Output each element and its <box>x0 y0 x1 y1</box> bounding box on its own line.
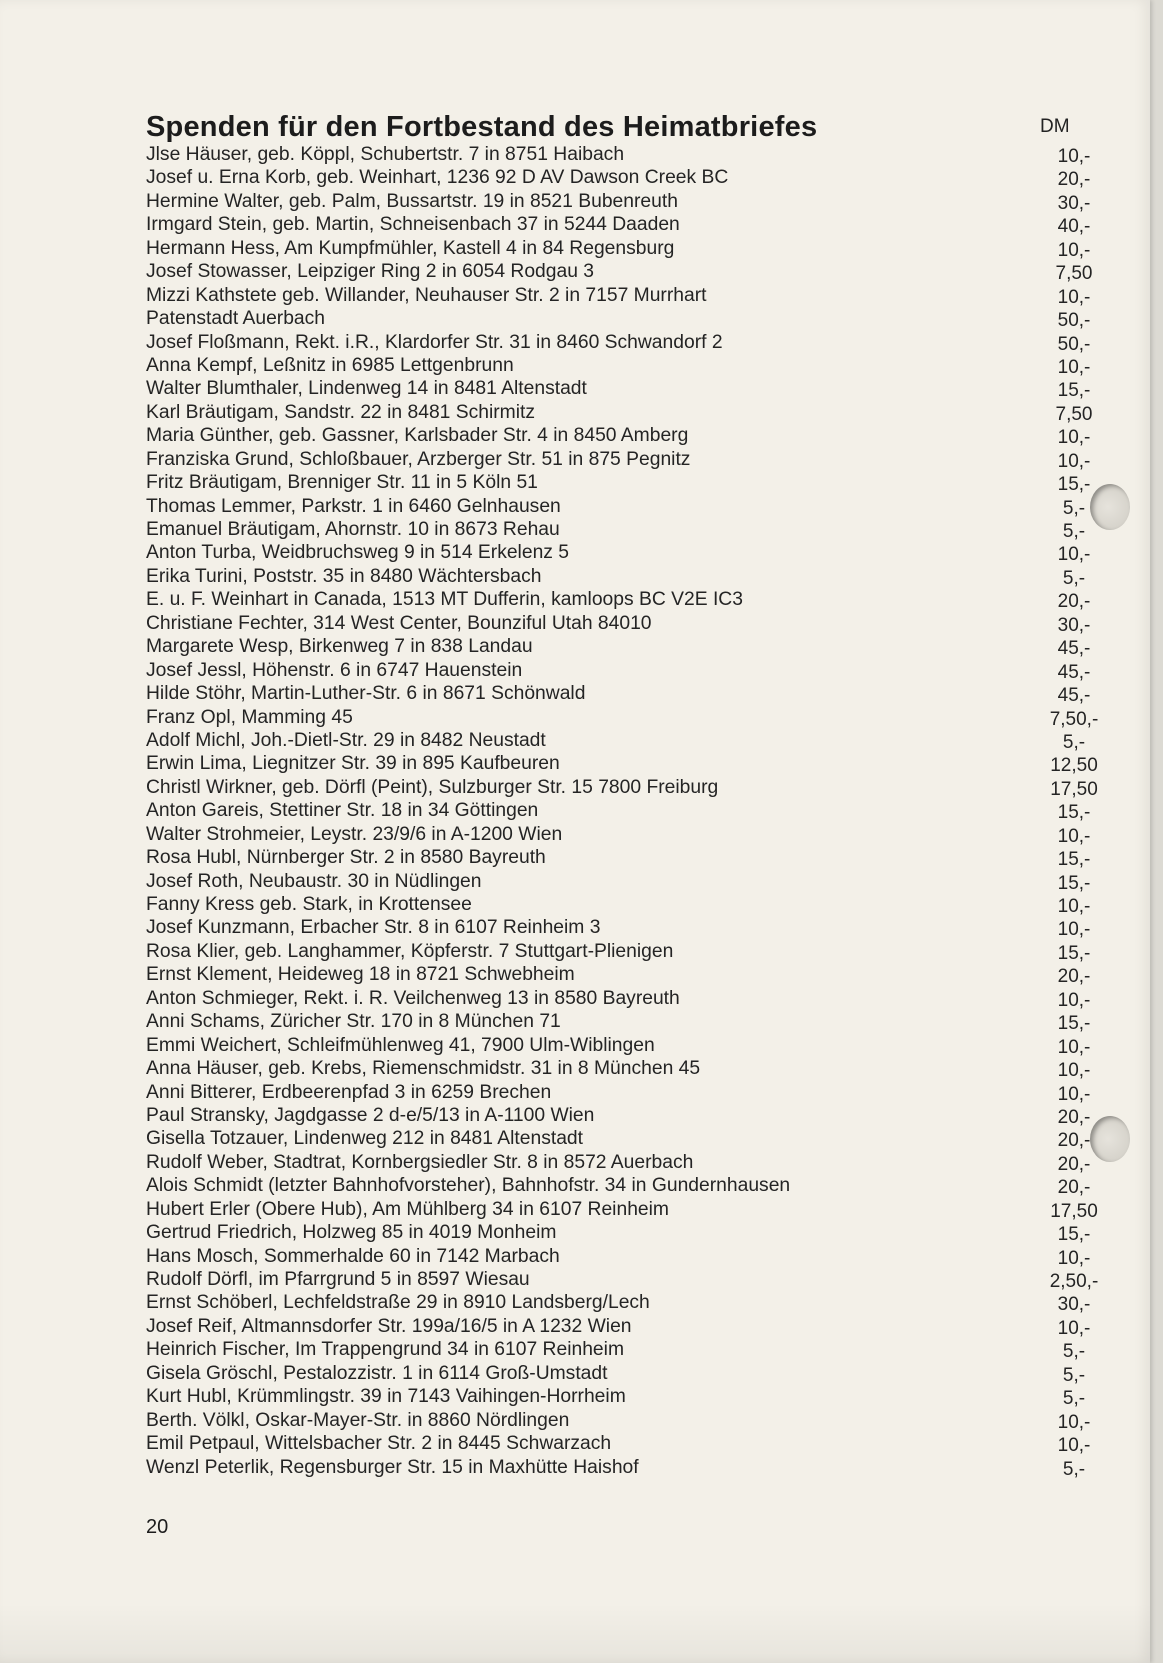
donor-name: Anna Häuser, geb. Krebs, Riemenschmidstr. 31 in 8 München 45 <box>146 1058 701 1080</box>
list-item <box>146 1245 1091 1269</box>
donation-amount: 20,- <box>1057 1106 1091 1128</box>
donation-amount: 10,- <box>1057 825 1091 847</box>
donation-amount: 30,- <box>1057 614 1091 636</box>
list-item <box>146 237 1091 261</box>
list-item <box>146 729 1086 753</box>
donor-name: Hans Mosch, Sommerhalde 60 in 7142 Marbach <box>146 1245 560 1267</box>
list-item <box>146 612 1091 636</box>
donation-amount: 10,- <box>1057 544 1091 566</box>
list-item <box>146 1174 1091 1199</box>
donation-amount: 10,- <box>1057 1411 1091 1433</box>
donation-amount: 17,50 <box>1050 1200 1098 1222</box>
donation-amount: 20,- <box>1057 966 1091 988</box>
list-item <box>146 1151 1091 1175</box>
donor-name: Hermann Hess, Am Kumpfmühler, Kastell 4 in 84 Regensburg <box>146 237 675 259</box>
list-item <box>146 1315 1091 1339</box>
donor-name: Josef Reif, Altmannsdorfer Str. 199a/16/5 in A 1232 Wien <box>146 1315 632 1337</box>
donor-name: Erika Turini, Poststr. 35 in 8480 Wächtersbach <box>146 565 542 587</box>
donation-amount: 50,- <box>1057 310 1091 332</box>
donor-name: Walter Strohmeier, Leystr. 23/9/6 in A-1200 Wien <box>146 823 563 845</box>
donation-amount: 5,- <box>1062 1388 1086 1410</box>
donor-name: Josef Stowasser, Leipziger Ring 2 in 6054 Rodgau 3 <box>146 261 595 283</box>
donation-amount: 20,- <box>1057 1177 1091 1199</box>
donor-name: Walter Blumthaler, Lindenweg 14 in 8481 Altenstadt <box>146 378 587 400</box>
list-item <box>146 354 1091 378</box>
list-item <box>146 1456 1086 1480</box>
donor-name: Franziska Grund, Schloßbauer, Arzberger Str. 51 in 875 Pegnitz <box>146 448 691 470</box>
donation-amount: 10,- <box>1057 286 1091 308</box>
donor-name: Hilde Stöhr, Martin-Luther-Str. 6 in 8671 Schönwald <box>146 683 586 705</box>
donor-name: Anni Schams, Züricher Str. 170 in 8 München 71 <box>146 1011 561 1033</box>
donation-amount: 30,- <box>1057 1294 1091 1316</box>
donation-amount: 7,50 <box>1055 263 1093 285</box>
donation-amount: 15,- <box>1057 1224 1091 1246</box>
list-item <box>146 916 1091 941</box>
list-item <box>146 1010 1091 1035</box>
list-item <box>146 776 1098 800</box>
list-item <box>146 1104 1091 1128</box>
list-item <box>146 401 1093 425</box>
donor-name: Margarete Wesp, Birkenweg 7 in 838 Landau <box>146 636 533 658</box>
donation-amount: 45,- <box>1057 638 1091 660</box>
donor-name: Fanny Kress geb. Stark, in Krottensee <box>146 894 472 915</box>
donation-amount: 30,- <box>1057 192 1091 214</box>
donor-name: Christl Wirkner, geb. Dörfl (Peint), Sulzburger Str. 15 7800 Freiburg <box>146 776 719 798</box>
donation-amount: 10,- <box>1057 1060 1091 1082</box>
donor-name: Ernst Klement, Heideweg 18 in 8721 Schwebheim <box>146 964 575 986</box>
donation-amount: 15,- <box>1057 474 1091 496</box>
donor-name: Anton Gareis, Stettiner Str. 18 in 34 Göttingen <box>146 800 539 822</box>
donation-amount: 10,- <box>1057 1083 1091 1105</box>
donation-amount: 15,- <box>1057 1013 1091 1035</box>
donor-name: Emmi Weichert, Schleifmühlenweg 41, 7900 Ulm-Wiblingen <box>146 1034 655 1056</box>
donation-amount: 10,- <box>1057 896 1091 917</box>
donor-name: Karl Bräutigam, Sandstr. 22 in 8481 Schirmitz <box>146 401 536 423</box>
list-item <box>146 1291 1091 1316</box>
donation-amount: 12,50 <box>1050 755 1098 777</box>
donor-name: Josef Roth, Neubaustr. 30 in Nüdlingen <box>146 870 482 892</box>
donation-amount: 20,- <box>1057 591 1091 613</box>
list-item <box>146 448 1091 472</box>
donation-amount: 10,- <box>1057 989 1091 1011</box>
donor-name: Hermine Walter, geb. Palm, Bussartstr. 19 in 8521 Bubenreuth <box>146 190 678 212</box>
list-item <box>146 963 1091 988</box>
donor-name: Rosa Klier, geb. Langhammer, Köpferstr. 7 Stuttgart-Plienigen <box>146 940 674 962</box>
donation-amount: 5,- <box>1062 521 1086 542</box>
list-item <box>146 424 1091 449</box>
list-item <box>146 1385 1086 1410</box>
donation-amount: 20,- <box>1057 169 1091 191</box>
list-item <box>146 1221 1091 1246</box>
donor-name: Josef Floßmann, Rekt. i.R., Klardorfer Str. 31 in 8460 Schwandorf 2 <box>146 331 723 353</box>
donor-name: Rudolf Dörfl, im Pfarrgrund 5 in 8597 Wiesau <box>146 1269 530 1290</box>
donor-name: Emil Petpaul, Wittelsbacher Str. 2 in 8445 Schwarzach <box>146 1433 612 1455</box>
donor-name: Thomas Lemmer, Parkstr. 1 in 6460 Gelnhausen <box>146 495 561 517</box>
donor-name: Erwin Lima, Liegnitzer Str. 39 in 895 Kaufbeuren <box>146 753 560 775</box>
list-item <box>146 1268 1099 1292</box>
donor-name: Berth. Völkl, Oskar-Mayer-Str. in 8860 Nördlingen <box>146 1409 570 1431</box>
donation-amount: 15,- <box>1057 849 1091 871</box>
donation-amount: 45,- <box>1057 685 1091 707</box>
donation-amount: 17,50 <box>1050 778 1098 800</box>
donor-name: E. u. F. Weinhart in Canada, 1513 MT Dufferin, kamloops BC V2E IC3 <box>146 589 743 611</box>
donation-amount: 10,- <box>1057 1435 1091 1457</box>
list-item <box>146 377 1091 402</box>
donation-amount: 15,- <box>1057 872 1091 894</box>
donor-name: Irmgard Stein, geb. Martin, Schneisenbach 37 in 5244 Daaden <box>146 214 680 236</box>
list-item <box>146 518 1086 542</box>
donation-list <box>146 143 1099 1480</box>
list-item <box>146 588 1091 613</box>
list-item <box>146 1362 1086 1386</box>
list-item <box>146 1198 1098 1222</box>
donation-amount: 15,- <box>1057 942 1091 964</box>
donor-name: Josef Jessl, Höhenstr. 6 in 6747 Hauenstein <box>146 659 523 681</box>
donor-name: Ernst Schöberl, Lechfeldstraße 29 in 8910 Landsberg/Lech <box>146 1292 650 1314</box>
punch-hole <box>1090 484 1130 530</box>
list-item <box>146 331 1091 355</box>
list-item <box>146 143 1091 167</box>
list-item <box>146 495 1086 519</box>
donor-name: Paul Stransky, Jagdgasse 2 d-e/5/13 in A-1100 Wien <box>146 1104 595 1126</box>
list-item <box>146 1127 1091 1152</box>
list-item <box>146 870 1091 894</box>
list-item <box>146 1338 1086 1363</box>
list-item <box>146 1409 1091 1433</box>
list-item <box>146 846 1091 871</box>
donor-name: Anna Kempf, Leßnitz in 6985 Lettgenbrunn <box>146 354 514 376</box>
list-item <box>146 190 1091 214</box>
donation-amount: 5,- <box>1062 497 1086 519</box>
currency-header: DM <box>1040 116 1070 137</box>
donor-name: Patenstadt Auerbach <box>146 308 326 330</box>
donor-name: Adolf Michl, Joh.-Dietl-Str. 29 in 8482 Neustadt <box>146 729 546 751</box>
list-item <box>146 260 1093 285</box>
donation-amount: 15,- <box>1057 802 1091 824</box>
donor-name: Maria Günther, geb. Gassner, Karlsbader Str. 4 in 8450 Amberg <box>146 425 689 447</box>
donation-amount: 40,- <box>1057 216 1091 238</box>
donation-amount: 10,- <box>1057 146 1091 167</box>
list-item <box>146 166 1091 191</box>
donor-name: Anton Schmieger, Rekt. i. R. Veilchenweg 13 in 8580 Bayreuth <box>146 987 680 1009</box>
donation-amount: 5,- <box>1062 1364 1086 1386</box>
list-item <box>146 987 1091 1011</box>
donation-amount: 7,50 <box>1055 403 1093 425</box>
donation-amount: 5,- <box>1062 731 1086 753</box>
list-item <box>146 471 1091 496</box>
donor-name: Anton Turba, Weidbruchsweg 9 in 514 Erkelenz 5 <box>146 542 570 564</box>
donor-name: Gisella Totzauer, Lindenweg 212 in 8481 Altenstadt <box>146 1128 583 1150</box>
list-item <box>146 706 1099 730</box>
list-item <box>146 635 1091 660</box>
donation-amount: 10,- <box>1057 919 1091 941</box>
donation-amount: 10,- <box>1057 356 1091 378</box>
donation-amount: 10,- <box>1057 450 1091 472</box>
donor-name: Christiane Fechter, 314 West Center, Bounziful Utah 84010 <box>146 612 652 634</box>
donation-amount: 5,- <box>1062 567 1086 589</box>
donation-amount: 7,50,- <box>1049 708 1099 730</box>
page-title: Spenden für den Fortbestand des Heimatbriefes <box>146 111 818 144</box>
donation-amount: 20,- <box>1057 1130 1091 1152</box>
list-item <box>146 1034 1091 1058</box>
donor-name: Fritz Bräutigam, Brenniger Str. 11 in 5 Köln 51 <box>146 472 538 494</box>
donation-amount: 5,- <box>1062 1341 1086 1363</box>
list-item <box>146 307 1091 332</box>
donor-name: Alois Schmidt (letzter Bahnhofvorsteher), Bahnhofstr. 34 in Gundernhausen <box>146 1175 791 1197</box>
donor-name: Anni Bitterer, Erdbeerenpfad 3 in 6259 Brechen <box>146 1081 552 1103</box>
list-item <box>146 1432 1091 1457</box>
list-item <box>146 565 1086 589</box>
donor-name: Josef Kunzmann, Erbacher Str. 8 in 6107 Reinheim 3 <box>146 917 601 939</box>
donation-amount: 15,- <box>1057 380 1091 402</box>
donor-name: Rudolf Weber, Stadtrat, Kornbergsiedler Str. 8 in 8572 Auerbach <box>146 1151 694 1173</box>
donation-amount: 5,- <box>1062 1458 1086 1480</box>
donor-name: Heinrich Fischer, Im Trappengrund 34 in 6107 Reinheim <box>146 1339 625 1361</box>
donor-name: Jlse Häuser, geb. Köppl, Schubertstr. 7 in 8751 Haibach <box>146 144 625 165</box>
list-item <box>146 682 1091 707</box>
donation-amount: 10,- <box>1057 1247 1091 1269</box>
donation-amount: 10,- <box>1057 427 1091 449</box>
donation-amount: 10,- <box>1057 1317 1091 1339</box>
donation-amount: 10,- <box>1057 1036 1091 1058</box>
donor-name: Wenzl Peterlik, Regensburger Str. 15 in Maxhütte Haishof <box>146 1456 639 1478</box>
donation-amount: 10,- <box>1057 239 1091 261</box>
donation-amount: 45,- <box>1057 661 1091 683</box>
donor-name: Gisela Gröschl, Pestalozzistr. 1 in 6114 Groß-Umstadt <box>146 1362 608 1384</box>
punch-hole <box>1090 1116 1130 1162</box>
donation-amount: 2,50,- <box>1049 1271 1099 1292</box>
list-item <box>146 213 1091 238</box>
list-item <box>146 1081 1091 1105</box>
list-item <box>146 893 1091 917</box>
donor-name: Mizzi Kathstete geb. Willander, Neuhauser Str. 2 in 7157 Murrhart <box>146 284 707 306</box>
list-item <box>146 1057 1091 1082</box>
list-item <box>146 752 1098 777</box>
list-item <box>146 823 1091 847</box>
donor-name: Rosa Hubl, Nürnberger Str. 2 in 8580 Bayreuth <box>146 847 546 869</box>
donor-name: Kurt Hubl, Krümmlingstr. 39 in 7143 Vaihingen-Horrheim <box>146 1386 626 1408</box>
list-item <box>146 284 1091 308</box>
page-number: 20 <box>146 1516 169 1538</box>
donation-amount: 20,- <box>1057 1153 1091 1175</box>
donor-name: Franz Opl, Mamming 45 <box>146 706 353 728</box>
donor-name: Gertrud Friedrich, Holzweg 85 in 4019 Monheim <box>146 1222 557 1244</box>
list-item <box>146 659 1091 683</box>
donor-name: Emanuel Bräutigam, Ahornstr. 10 in 8673 Rehau <box>146 519 560 540</box>
list-item <box>146 541 1091 566</box>
list-item <box>146 799 1091 824</box>
donor-name: Josef u. Erna Korb, geb. Weinhart, 1236 92 D AV Dawson Creek BC <box>146 167 729 189</box>
donation-amount: 50,- <box>1057 333 1091 355</box>
donor-name: Hubert Erler (Obere Hub), Am Mühlberg 34 in 6107 Reinheim <box>146 1198 669 1220</box>
list-item <box>146 940 1091 964</box>
